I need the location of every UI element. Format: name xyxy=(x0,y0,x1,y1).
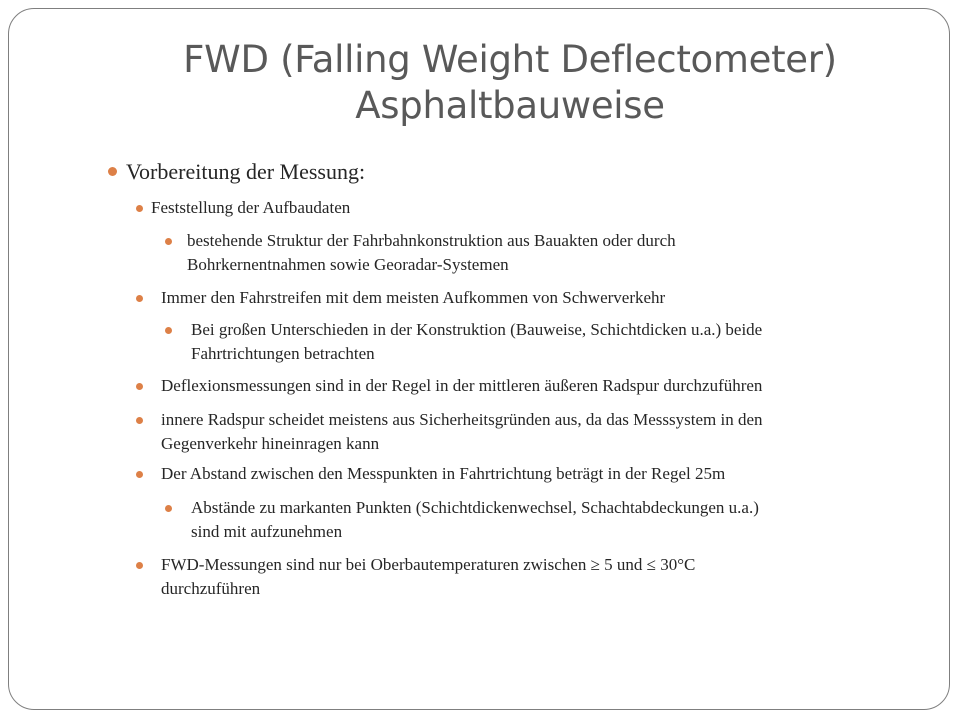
bullet-icon xyxy=(136,383,143,390)
list-item: Fahrtrichtungen betrachten xyxy=(191,344,375,363)
list-item: Gegenverkehr hineinragen kann xyxy=(161,434,380,453)
title-line-2: Asphaltbauweise xyxy=(355,84,665,127)
bullet-icon xyxy=(136,205,143,212)
bullet-icon xyxy=(165,327,172,334)
list-item: innere Radspur scheidet meistens aus Sicherheitsgründen aus, da das Messsystem in den xyxy=(161,410,763,429)
heading-text: Vorbereitung der Messung: xyxy=(126,159,366,184)
list-item: Bei großen Unterschieden in der Konstruktion (Bauweise, Schichtdicken u.a.) beide xyxy=(191,320,763,339)
list-item: FWD-Messungen sind nur bei Oberbautemperaturen zwischen ≥ 5 und ≤ 30°C xyxy=(161,555,696,574)
bullet-icon xyxy=(165,505,172,512)
list-item: Der Abstand zwischen den Messpunkten in Fahrtrichtung beträgt in der Regel 25m xyxy=(161,464,726,483)
list-item: durchzuführen xyxy=(161,579,261,598)
list-item: Bohrkernentnahmen sowie Georadar-Systemen xyxy=(187,255,509,274)
bullet-icon xyxy=(108,167,117,176)
list-item: Feststellung der Aufbaudaten xyxy=(151,198,351,217)
title-line-1: FWD (Falling Weight Deflectometer) xyxy=(183,38,837,81)
list-item: sind mit aufzunehmen xyxy=(191,522,343,541)
bullet-icon xyxy=(136,417,143,424)
list-item: bestehende Struktur der Fahrbahnkonstruktion aus Bauakten oder durch xyxy=(187,231,676,250)
bullet-icon xyxy=(165,238,172,245)
bullet-icon xyxy=(136,562,143,569)
list-item: Deflexionsmessungen sind in der Regel in der mittleren äußeren Radspur durchzuführen xyxy=(161,376,763,395)
list-item: Immer den Fahrstreifen mit dem meisten Aufkommen von Schwerverkehr xyxy=(161,288,666,307)
bullet-icon xyxy=(136,295,143,302)
bullet-icon xyxy=(136,471,143,478)
list-item: Abstände zu markanten Punkten (Schichtdickenwechsel, Schachtabdeckungen u.a.) xyxy=(191,498,759,517)
